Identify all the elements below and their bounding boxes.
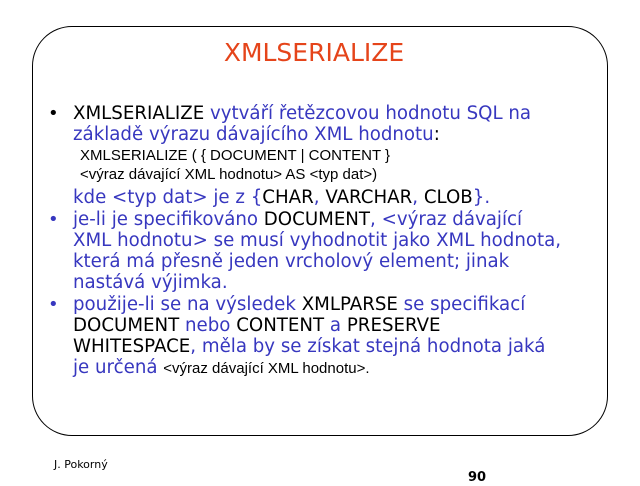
item1-line1-text: vytváří řetězcovou hodnotu SQL na [204, 103, 532, 124]
bullet-item-xmlserialize [48, 103, 596, 208]
keyword-clob: CLOB [423, 187, 473, 208]
item1-colon: : [433, 124, 440, 145]
item2-line2: XML hodnotu> se musí vyhodnotit jako XML hodnota, [73, 230, 562, 251]
item2-line3: která má přesně jeden vrcholový element; jinak [73, 251, 510, 272]
syntax-line-2: <výraz dávající XML hodnotu> AS <typ dat>) [80, 166, 378, 183]
bullet-icon: • [48, 103, 59, 124]
bullet-icon: • [48, 209, 59, 230]
bullet-item-xmlparse [48, 294, 596, 379]
keyword-content: CONTENT [236, 315, 325, 336]
keyword-varchar: VARCHAR [325, 187, 413, 208]
item3-part2: se specifikací [397, 294, 526, 315]
page-number: 90 [468, 470, 487, 485]
item1-line1 [73, 103, 596, 124]
item1-where-line [73, 187, 596, 208]
syntax-line-1: XMLSERIALIZE ( { DOCUMENT | CONTENT } [80, 147, 391, 164]
slide-title: XMLSERIALIZE [223, 38, 405, 67]
item3-a: a [324, 315, 347, 336]
item3-line2 [73, 315, 596, 336]
keyword-whitespace: WHITESPACE [73, 336, 191, 357]
item2-part1: je-li je specifikováno [73, 209, 264, 230]
item1-line2-text: základě výrazu dávajícího XML hodnotu [73, 124, 434, 145]
item3-part4: je určená [73, 357, 164, 378]
keyword-xmlparse: XMLPARSE [301, 294, 398, 315]
item1-line2 [73, 124, 596, 145]
item3-line4 [73, 357, 596, 379]
where-suffix: }. [472, 187, 491, 208]
keyword-document: DOCUMENT [263, 209, 371, 230]
where-comma-2: , [412, 187, 424, 208]
keyword-xmlserialize: XMLSERIALIZE [73, 103, 205, 124]
bullet-icon: • [48, 294, 59, 315]
item2-line4: nastává výjimka. [73, 272, 228, 293]
item2-line1 [73, 209, 596, 230]
item3-part1: použije-li se na výsledek [73, 294, 302, 315]
keyword-preserve: PRESERVE [346, 315, 441, 336]
item3-part3: , měla by se získat stejná hodnota jaká [190, 336, 546, 357]
slide-content [48, 103, 596, 379]
item3-nebo: nebo [179, 315, 237, 336]
where-comma-1: , [313, 187, 326, 208]
bullet-item-document [48, 209, 596, 293]
item3-line3 [73, 336, 596, 357]
keyword-char: CHAR [262, 187, 314, 208]
where-prefix: kde <typ dat> je z { [73, 187, 263, 208]
footer-author: J. Pokorný [54, 458, 108, 471]
item3-line1 [73, 294, 596, 315]
keyword-document: DOCUMENT [73, 315, 180, 336]
item3-small-tail: <výraz dávající XML hodnotu>. [163, 360, 370, 377]
item2-part2: , <výraz dávající [370, 209, 523, 230]
